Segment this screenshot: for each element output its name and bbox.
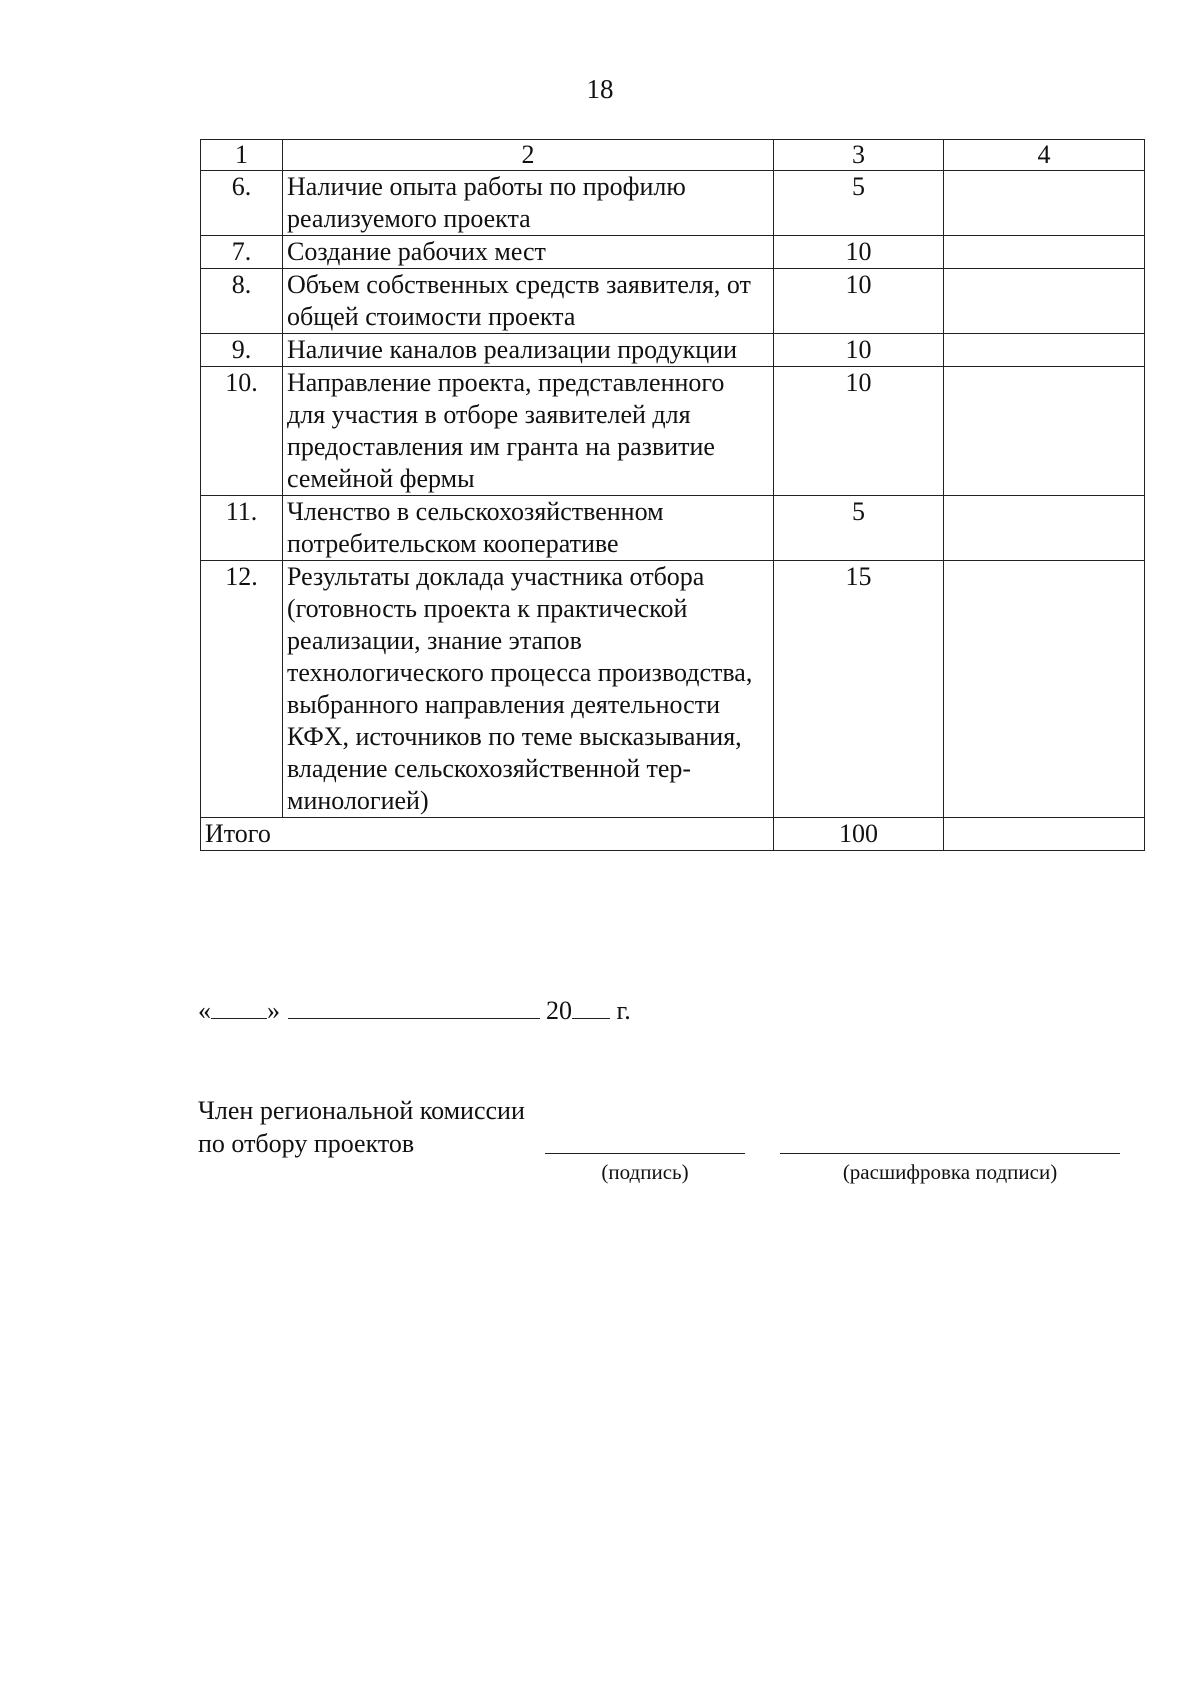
table-row [201,236,1145,269]
row-criterion: Результаты доклада участника отбора (готовность проекта к практической реализации, знание этапов технологического процесса производства, выбранного направления деятельности КФХ, источников по теме высказывания, владение сельскохозяйственной тер-минологией) [283,561,774,818]
row-number: 12. [201,561,283,818]
row-score [944,496,1145,561]
row-number: 9. [201,334,283,367]
commission-line-2: по отбору проектов [198,1129,415,1158]
row-points: 5 [774,496,944,561]
commission-line-1: Член региональной комиссии [198,1096,525,1125]
row-score [944,269,1145,334]
row-points: 10 [774,367,944,496]
row-criterion: Создание рабочих мест [283,236,774,269]
header-col-3: 3 [774,140,944,171]
signature-line [545,1153,745,1154]
table-row [201,496,1145,561]
table-total-row [201,818,1145,851]
date-close-quote: » [267,996,280,1025]
year-suffix: г. [616,996,631,1025]
row-points: 15 [774,561,944,818]
header-col-2: 2 [283,140,774,171]
date-open-quote: « [198,996,211,1025]
year-blank [572,996,610,1019]
row-number: 8. [201,269,283,334]
total-points: 100 [774,818,944,851]
row-points: 10 [774,269,944,334]
row-number: 7. [201,236,283,269]
row-criterion: Объем собственных средств заявителя, от общей стоимости проекта [283,269,774,334]
table-row [201,171,1145,236]
header-col-1: 1 [201,140,283,171]
table-row [201,561,1145,818]
commission-member-title [198,1094,525,1160]
row-number: 10. [201,367,283,496]
row-criterion: Наличие опыта работы по профилю реализуемого проекта [283,171,774,236]
criteria-table [200,139,1145,851]
signature-decode-caption: (расшифровка подписи) [842,1160,1058,1184]
row-score [944,367,1145,496]
month-blank [288,996,540,1019]
row-points: 5 [774,171,944,236]
table-row [201,269,1145,334]
header-col-4: 4 [944,140,1145,171]
year-prefix: 20 [546,996,572,1025]
row-points: 10 [774,236,944,269]
page-number: 18 [586,74,614,104]
row-points: 10 [774,334,944,367]
total-score [944,818,1145,851]
row-criterion: Членство в сельскохозяйственном потребительском кооперативе [283,496,774,561]
date-line [198,996,631,1026]
row-criterion: Направление проекта, представленного для участия в отборе заявителей для предоставления им гранта на развитие семейной фермы [283,367,774,496]
row-score [944,236,1145,269]
day-blank [211,996,267,1019]
row-score [944,334,1145,367]
criteria-table-body [201,140,1145,851]
row-criterion: Наличие каналов реализации продукции [283,334,774,367]
table-header-row [201,140,1145,171]
table-row [201,334,1145,367]
total-label: Итого [201,818,774,851]
row-score [944,561,1145,818]
row-score [944,171,1145,236]
signature-caption: (подпись) [601,1160,689,1184]
row-number: 6. [201,171,283,236]
table-row [201,367,1145,496]
row-number: 11. [201,496,283,561]
signature-decode-line [780,1153,1120,1154]
